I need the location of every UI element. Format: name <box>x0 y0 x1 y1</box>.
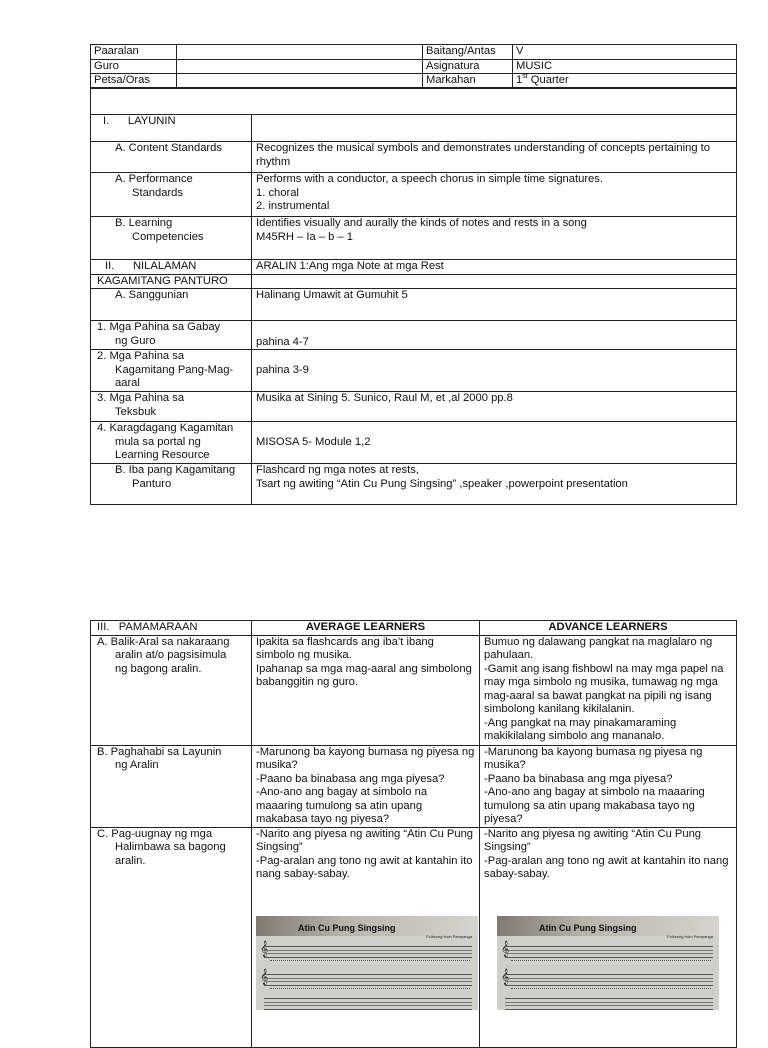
guro-pages-label <box>91 321 252 350</box>
treble-clef-icon: 𝄞 <box>260 967 269 984</box>
iba-label-line2: Panturo <box>132 477 172 490</box>
row-b-advance: -Marunong ba kayong bumasa ng piyesa ng musika? -Paano ba binabasa ang mga piyesa? -Ano-ano ang bagay at simbolo na maaaring tumulong sa atin upang makabasa tayo ng piyesa? <box>480 745 737 827</box>
performance-value-line2: 1. choral <box>256 186 299 199</box>
row-c-label <box>91 827 252 1047</box>
row-c-average-text: -Narito ang piyesa ng awiting “Atin Cu Pung Singsing” -Pag-aralan ang tono ng awit at kantahin ito nang sabay-sabay. <box>256 827 474 880</box>
objectives-section-value <box>252 115 737 142</box>
row-c-average <box>252 827 480 1047</box>
school-value <box>177 45 423 60</box>
sheet-title: Atin Cu Pung Singsing <box>298 922 396 933</box>
subject-label: Asignatura <box>423 59 513 74</box>
teksbuk-label <box>91 392 252 422</box>
staff-line <box>264 998 472 1010</box>
date-value <box>177 74 423 89</box>
row-c-label-line1: C. Pag-uugnay ng mga <box>97 827 213 840</box>
lyrics-line <box>511 988 711 992</box>
quarter-number: 1 <box>516 74 523 86</box>
procedure-table <box>90 620 737 1048</box>
kagamitan-pages-label-line2: Kagamitang Pang-Mag- <box>115 363 234 376</box>
iba-label-line1: B. Iba pang Kagamitang <box>115 464 236 476</box>
performance-label-line1: A. Performance <box>115 173 193 185</box>
row-a-label-line3: ng bagong aralin. <box>115 662 202 675</box>
sheet-title: Atin Cu Pung Singsing <box>539 922 637 933</box>
song-sheet-image <box>256 916 478 1010</box>
iba-pang-kagamitan-label <box>91 464 252 505</box>
portal-label-line3: Learning Resource <box>115 449 210 461</box>
row-a-label-line1: A. Balik-Aral sa nakaraang <box>97 635 230 648</box>
staff-line <box>505 998 713 1010</box>
section-number: I. <box>103 115 110 127</box>
lyrics-line <box>270 988 470 992</box>
performance-standards-label <box>91 173 252 217</box>
quarter-text: Quarter <box>527 74 569 86</box>
learning-competencies-label <box>91 217 252 260</box>
guro-label-line2: ng Guro <box>115 334 156 347</box>
teksbuk-value: Musika at Sining 5. Sunico, Raul M, et ,al 2000 pp.8 <box>252 392 737 422</box>
sheet-subtitle: Folksong from Pampanga <box>426 933 472 939</box>
row-a-advance: Bumuo ng dalawang pangkat na maglalaro ng pahulaan. -Gamit ang isang fishbowl na may mga papel na may mga simbolo ng musika, tumawag ng mga mag-aaral sa bawat pangkat na pipili ng isang simbolong kanilang kikilalanin. -Ang pangkat na may pinakamaraming makikilalang simbolo ang mananalo. <box>480 635 737 745</box>
row-a-label <box>91 635 252 745</box>
sheet-subtitle: Folksong from Pampanga <box>667 933 713 939</box>
content-standards-label: A. Content Standards <box>91 142 252 173</box>
row-c-label-line3: aralin. <box>115 854 146 867</box>
staff-line <box>264 974 472 986</box>
kagamitan-pages-label <box>91 350 252 392</box>
row-c-advance-text: -Narito ang piyesa ng awiting “Atin Cu Pung Singsing” -Pag-aralan ang tono ng awit at kantahin ito nang sabay-sabay. <box>484 827 729 880</box>
competency-label-line2: Competencies <box>132 230 204 243</box>
row-a-average: Ipakita sa flashcards ang iba’t ibang simbolo ng musika. Ipahanap sa mga mag-aaral ang simbolong babanggitin ng guro. <box>252 635 480 745</box>
kagamitan-value <box>252 274 737 289</box>
row-a-label-line2: aralin at/o pagsisimula <box>115 649 227 661</box>
blank-row <box>91 88 737 115</box>
guro-pages-value: pahina 4-7 <box>252 321 737 350</box>
staff-line <box>505 974 713 986</box>
header-table <box>90 44 737 89</box>
row-b-label-line1: B. Paghahabi sa Layunin <box>97 745 222 758</box>
content-standards-value: Recognizes the musical symbols and demonstrates understanding of concepts pertaining to rhythm <box>252 142 737 173</box>
performance-value-line3: 2. instrumental <box>256 200 330 212</box>
portal-label-line2: mula sa portal ng <box>115 435 201 448</box>
row-c-label-line2: Halimbawa sa bagong <box>115 841 226 853</box>
staff-line <box>264 946 472 958</box>
portal-label-line1: 4. Karagdagang Kagamitan <box>97 422 234 434</box>
quarter-suffix: st <box>522 73 528 80</box>
sanggunian-value: Halinang Umawit at Gumuhit 5 <box>252 289 737 321</box>
iba-value-line1: Flashcard ng mga notes at rests, <box>256 464 419 476</box>
school-label: Paaralan <box>91 45 177 60</box>
procedure-section-label: III. PAMAMARAAN <box>91 621 252 636</box>
kagamitan-pages-label-line1: 2. Mga Pahina sa <box>97 350 185 362</box>
iba-pang-kagamitan-value <box>252 464 737 505</box>
date-label: Petsa/Oras <box>91 74 177 89</box>
competency-label-line1: B. Learning <box>115 217 173 229</box>
teacher-value <box>177 59 423 74</box>
kagamitan-label: KAGAMITANG PANTURO <box>91 274 252 289</box>
grade-label: Baitang/Antas <box>423 45 513 60</box>
average-learners-header: AVERAGE LEARNERS <box>252 621 480 636</box>
guro-label-line1: 1. Mga Pahina sa Gabay <box>97 321 221 333</box>
nilalaman-value: ARALIN 1:Ang mga Note at mga Rest <box>252 260 737 275</box>
kagamitan-pages-label-line3: aaral <box>115 377 140 389</box>
sanggunian-label: A. Sanggunian <box>91 289 252 321</box>
portal-value: MISOSA 5- Module 1,2 <box>252 422 737 464</box>
lyrics-line <box>270 960 470 964</box>
row-b-label <box>91 745 252 827</box>
performance-label-line2: Standards <box>132 186 183 199</box>
teacher-label: Guro <box>91 59 177 74</box>
competency-value-line1: Identifies visually and aurally the kinds of notes and rests in a song <box>256 217 587 229</box>
portal-label <box>91 422 252 464</box>
lyrics-line <box>511 960 711 964</box>
learning-competencies-value <box>252 217 737 260</box>
quarter-label: Markahan <box>423 74 513 89</box>
row-b-average: -Marunong ba kayong bumasa ng piyesa ng musika? -Paano ba binabasa ang mga piyesa? -Ano-ano ang bagay at simbolo na maaaring tumulong sa atin upang makabasa tayo ng piyesa? <box>252 745 480 827</box>
row-c-advance <box>480 827 737 1047</box>
nilalaman-label: II. NILALAMAN <box>91 260 252 275</box>
treble-clef-icon: 𝄞 <box>260 939 269 956</box>
staff-line <box>505 946 713 958</box>
teksbuk-label-line2: Teksbuk <box>115 405 157 418</box>
objectives-table <box>90 87 737 505</box>
kagamitan-pages-value: pahina 3-9 <box>252 350 737 392</box>
performance-standards-value <box>252 173 737 217</box>
grade-value: V <box>513 45 737 60</box>
quarter-value <box>513 74 737 89</box>
objectives-section-label <box>91 115 252 142</box>
iba-value-line2: Tsart ng awiting “Atin Cu Pung Singsing” ,speaker ,powerpoint presentation <box>256 477 628 490</box>
performance-value-line1: Performs with a conductor, a speech chorus in simple time signatures. <box>256 173 603 185</box>
song-sheet-image <box>497 916 719 1010</box>
competency-value-line2: M45RH – Ia – b – 1 <box>256 230 354 243</box>
treble-clef-icon: 𝄞 <box>501 967 510 984</box>
row-b-label-line2: ng Aralin <box>115 759 159 771</box>
treble-clef-icon: 𝄞 <box>501 939 510 956</box>
advance-learners-header: ADVANCE LEARNERS <box>480 621 737 636</box>
teksbuk-label-line1: 3. Mga Pahina sa <box>97 392 185 404</box>
section-title: LAYUNIN <box>127 115 176 127</box>
subject-value: MUSIC <box>513 59 737 74</box>
